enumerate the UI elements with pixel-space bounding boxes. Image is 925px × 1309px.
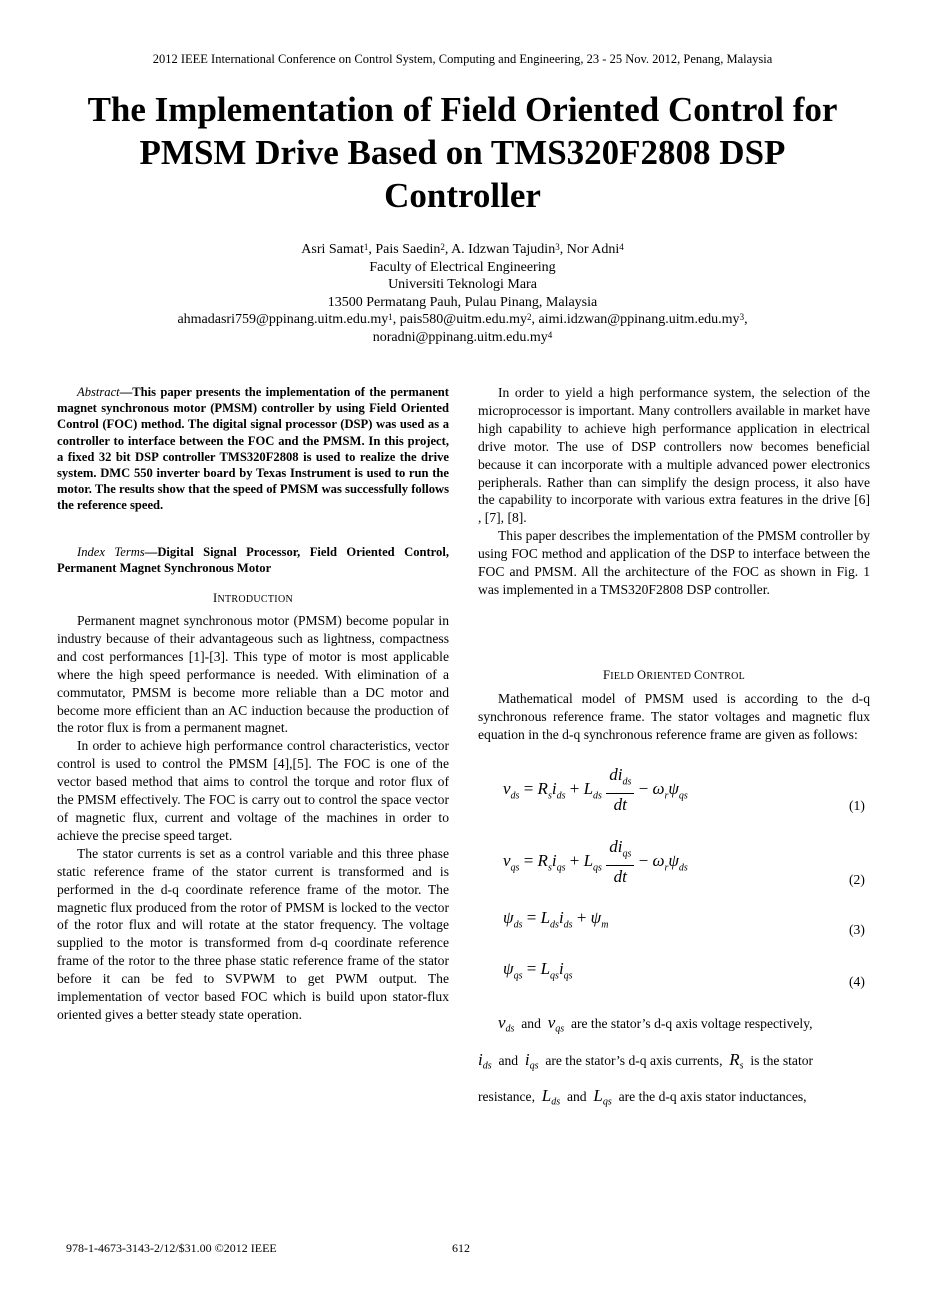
foc-body	[478, 690, 870, 744]
variable-definitions: $v_{ds}$ and $v_{qs}$ are the stator’s d-q axis voltage respectively, $i_{ds}$ and $i_{qs}$ are the stator’s d-q axis currents, $R_s$ is the stator resistance, $L_{ds}$ and $L_{qs}$ are the d-q axis stator inductances,	[478, 1013, 814, 1109]
equation-number-3: (3)	[849, 922, 865, 937]
right-paragraph-2: This paper describes the implementation of the PMSM controller by using FOC method and application of the DSP to interface between the FOC and PMSM. All the architecture of the FOC as shown in Fig. 1 was implemented in a TMS320F2808 DSP controller.	[478, 528, 870, 597]
author-names: Asri Samat$^1$, Pais Saedin$^2$, A. Idzwan Tajudin$^3$, Nor Adni$^4$	[301, 242, 624, 257]
abstract	[57, 384, 449, 514]
equation-1: $v_{ds} = R_si_{ds} + L_{ds}$ $\frac{di_{ds}}{dt}$ − $\omega_r\psi_{qs}$	[503, 765, 688, 815]
conference-header: 2012 IEEE International Conference on Control System, Computing and Engineering, 23 - 25 Nov. 2012, Penang, Malaysia	[152, 52, 773, 66]
index-terms-label: Index Terms	[77, 545, 145, 559]
title-line-3: Controller	[384, 176, 541, 215]
right-column-intro	[478, 384, 870, 599]
equation-2: $v_{qs} = R_si_{qs} + L_{qs}$ $\frac{di_{qs}}{dt}$ − $\omega_r\psi_{ds}$	[503, 837, 688, 887]
intro-paragraph-3: The stator currents is set as a control variable and this three phase static reference frame of the stator current is transformed and is performed in the d-q coordinate reference frame of the motor. The magnetic flux produced from the rotor of PMSM is locked to the vector of the rotor flux and will rotate at the stator frequency. The voltage supplied to the motor is transformed from d-q coordinate reference frame of the rotor to the three phase static reference frame of the stator before it can be fed to SVPWM to get PWM output. The implementation of vector based FOC which is build upon stator-flux oriented gives a better steady state operation.	[57, 845, 449, 1022]
author-university: Universiti Teknologi Mara	[388, 277, 537, 293]
abstract-label: Abstract	[77, 385, 120, 399]
intro-paragraph-2: In order to achieve high performance control characteristics, vector control is used to control the PMSM [4],[5]. The FOC is one of the vector based method that aims to control the torque and rotor flux of the PMSM effectively. The FOC is carry out to control the space vector of magnetic flux, current and voltage of the machines in order to achieve the precise speed target.	[57, 738, 449, 843]
paper-title	[40, 88, 885, 217]
equation-number-1: (1)	[849, 798, 865, 813]
equation-number-2: (2)	[849, 872, 865, 887]
author-faculty: Faculty of Electrical Engineering	[369, 259, 556, 275]
right-paragraph-1: In order to yield a high performance system, the selection of the microprocessor is important. Many controllers available in market have high capability to achieve high performance application in electrical drive motor. The use of DSP controllers now becomes beneficial because it can incorporate with a multiple advanced power electronics peripherals. Rather than can simplify the design process, it also have the capability to incorporate with various extra features in the drive [6] , [7], [8].	[478, 385, 870, 526]
page-number: 612	[452, 1241, 470, 1255]
equation-number-4: (4)	[849, 974, 865, 989]
foc-paragraph-1: Mathematical model of PMSM used is according to the d-q synchronous reference frame. The stator voltages and magnetic flux equation in the d-q synchronous reference frame are given as follows:	[478, 691, 870, 742]
title-line-2: PMSM Drive Based on TMS320F2808 DSP	[139, 133, 786, 172]
author-emails: $ahmadasri759@ppinang.uitm.edu.my^1$, $pais580@uitm.edu.my^2$, $aimi.idzwan@ppinang.uitm.edu.my^3$,	[177, 312, 748, 328]
section-heading-introduction: INTRODUCTION	[213, 591, 293, 605]
title-line-1: The Implementation of Field Oriented Control for	[87, 90, 838, 129]
equation-3: $\psi_{ds} = L_{ds}i_{ds} + \psi_m$	[503, 908, 609, 931]
section-heading-foc: FIELD ORIENTED CONTROL	[602, 668, 746, 682]
author-block	[0, 241, 925, 347]
index-terms-text: —Digital Signal Processor, Field Oriented Control, Permanent Magnet Synchronous Motor	[57, 545, 449, 576]
equation-4: $\psi_{qs} = L_{qs}i_{qs}$	[503, 959, 573, 982]
intro-paragraph-1: Permanent magnet synchronous motor (PMSM) become popular in industry because of their advantageous such as lightness, compactness and cost performances [1]-[3]. This type of motor is most applicable where the high speed performance is needed. With elimination of a commutator, PMSM is become more reliable than a DC motor and become more efficient than an AC induction because the production of the rotor flux is from a permanent magnet.	[57, 613, 449, 736]
index-terms	[57, 544, 449, 576]
footer-isbn: 978-1-4673-3143-2/12/$31.00 ©2012 IEEE	[66, 1241, 277, 1255]
introduction-body	[57, 612, 449, 1024]
author-email-4: $noradni@ppinang.uitm.edu.my^4$	[372, 329, 553, 345]
abstract-text: —This paper presents the implementation of the permanent magnet synchronous motor (PMSM) controller by using Field Oriented Control (FOC) method. The digital signal processor (DSP) was used as a controller to interface between the FOC and the PMSM. In this project, a fixed 32 bit DSP controller TMS320F2808 is used to realize the drive system. DMC 550 inverter board by Texas Instrument is used to run the motor. The results show that the speed of PMSM was successfully follows the reference speed.	[57, 385, 449, 513]
author-address: 13500 Permatang Pauh, Pulau Pinang, Malaysia	[327, 294, 598, 310]
